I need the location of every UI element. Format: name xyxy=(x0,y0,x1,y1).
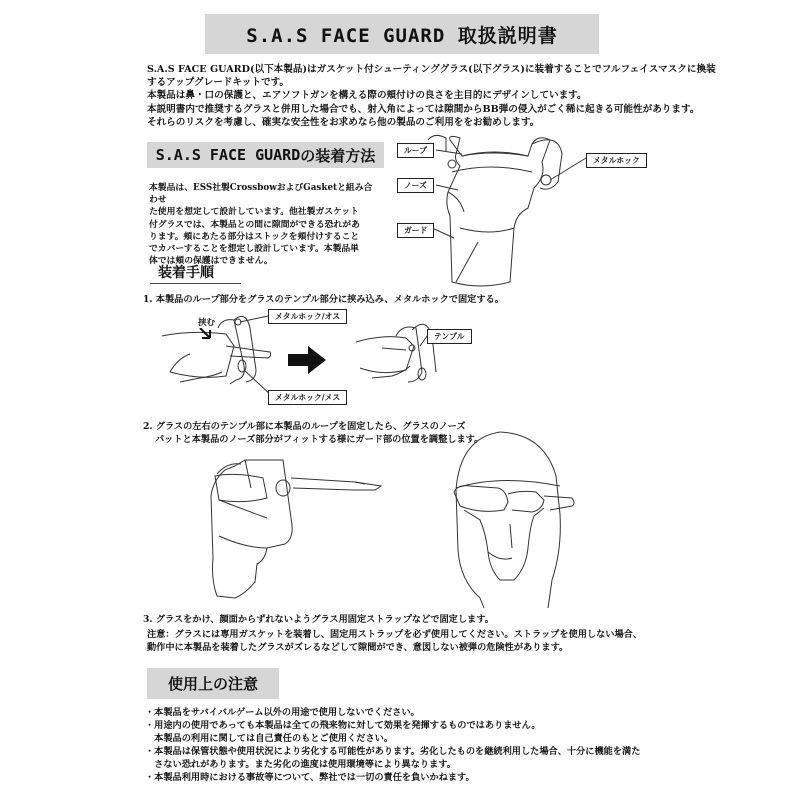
steps-heading: 装着手順 xyxy=(158,265,214,281)
label-pinch: 挟む xyxy=(198,318,216,328)
mount-line: 本製品は、ESS社製CrossbowおよびGasketと組み合わせ xyxy=(149,183,373,206)
label-hook-female: メタルホック/メス xyxy=(268,390,347,405)
usage-note: さない恐れがあります。また劣化の進度は使用環境等により異なります。 xyxy=(145,759,456,770)
label-guard: ガード xyxy=(397,223,434,238)
mount-line: ります。頬にあたる部分はストックを頬付けすること xyxy=(149,231,360,242)
step2-side-diagram xyxy=(205,448,395,608)
step-2-line-1: 2. グラスの左右のテンプル部に本製品のループを固定したら、グラスのノーズ xyxy=(143,421,466,432)
usage-notes xyxy=(145,706,765,784)
caution-line: 動作中に本製品を装着したグラスがズレるなどして隙間ができ、意図しない被弾の危険性があります。 xyxy=(147,642,569,653)
intro-line: 本説明書内で推奨するグラスと併用した場合でも、射入角によっては隙間からBB弾の侵入がごく稀に起きる可能性があります。 xyxy=(147,103,700,115)
mount-heading-en: S.A.S FACE GUARD xyxy=(155,146,301,164)
intro-line: それらのリスクを考慮し、確実な安全性をお求めなら他の製品のご利用ををお勧めします。 xyxy=(147,116,540,128)
mount-line: でカバーすることを想定し設計しています。本製品単 xyxy=(149,244,359,255)
intro-line: するアップグレードキットです。 xyxy=(147,77,289,89)
intro-paragraph xyxy=(147,63,716,129)
intro-line: 本製品は鼻・口の保護と、エアソフトガンを構える際の頬付けの良さを主目的にデザインしています。 xyxy=(147,90,587,102)
mount-line: 体では頬の保護はできません。 xyxy=(149,256,273,267)
document-title: S.A.S FACE GUARD 取扱説明書 xyxy=(205,14,599,54)
usage-note: ・本製品利用時における事故等について、弊社では一切の責任を負いかねます。 xyxy=(145,772,475,783)
step-3-text: 3. グラスをかけ、顔面からずれないようグラス用固定ストラップなどで固定します。 xyxy=(143,614,494,625)
mount-heading-jp: の装着方法 xyxy=(300,146,376,165)
step-2-line-2: パットと本製品のノーズ部分がフィットする様にガード部の位置を調整します。 xyxy=(155,434,484,445)
usage-note: 本製品の利用に関しては自己責任のもとご使用ください。 xyxy=(145,733,394,744)
usage-note: ・用途内の使用であっても本製品は全ての飛来物に対して効果を発揮するものではありません。 xyxy=(145,720,541,731)
mount-line: た使用を想定して設計しています。他社製ガスケット xyxy=(149,207,359,218)
usage-note: ・本製品をサバイバルゲーム以外の用途で使用しないでください。 xyxy=(145,707,420,718)
usage-section-heading: 使用上の注意 xyxy=(147,668,279,699)
usage-note: ・本製品は保管状態や使用状況により劣化する可能性があります。劣化したものを継続利用した場合、十分に機能を満た xyxy=(145,746,641,757)
step1-diagram xyxy=(160,306,590,418)
mount-section-heading xyxy=(147,142,384,168)
intro-line: S.A.S FACE GUARD(以下本製品)はガスケット付シューティンググラス(以下グラス)に装着することでフルフェイスマスクに換装 xyxy=(147,64,716,75)
label-loop: ループ xyxy=(397,143,434,158)
label-hook-male: メタルホック/オス xyxy=(268,309,347,324)
step-1-text: 1. 本製品のループ部分をグラスのテンプル部分に挟み込み、メタルホックで固定する。 xyxy=(143,294,504,305)
label-nose: ノーズ xyxy=(397,178,434,193)
label-metal-hook: メタルホック xyxy=(586,153,647,168)
caution-line: 注意：グラスには専用ガスケットを装着し、固定用ストラップを必ず使用してください。ストラップを使用しない場合、 xyxy=(147,629,643,640)
steps-underline xyxy=(150,283,241,284)
mount-line: 付グラスでは、本製品との間に隙間ができる恐れがあ xyxy=(149,219,360,230)
step2-head-diagram xyxy=(440,430,600,610)
label-temple: テンプル xyxy=(427,329,472,344)
mount-description xyxy=(149,182,377,267)
caution-note xyxy=(147,628,642,654)
